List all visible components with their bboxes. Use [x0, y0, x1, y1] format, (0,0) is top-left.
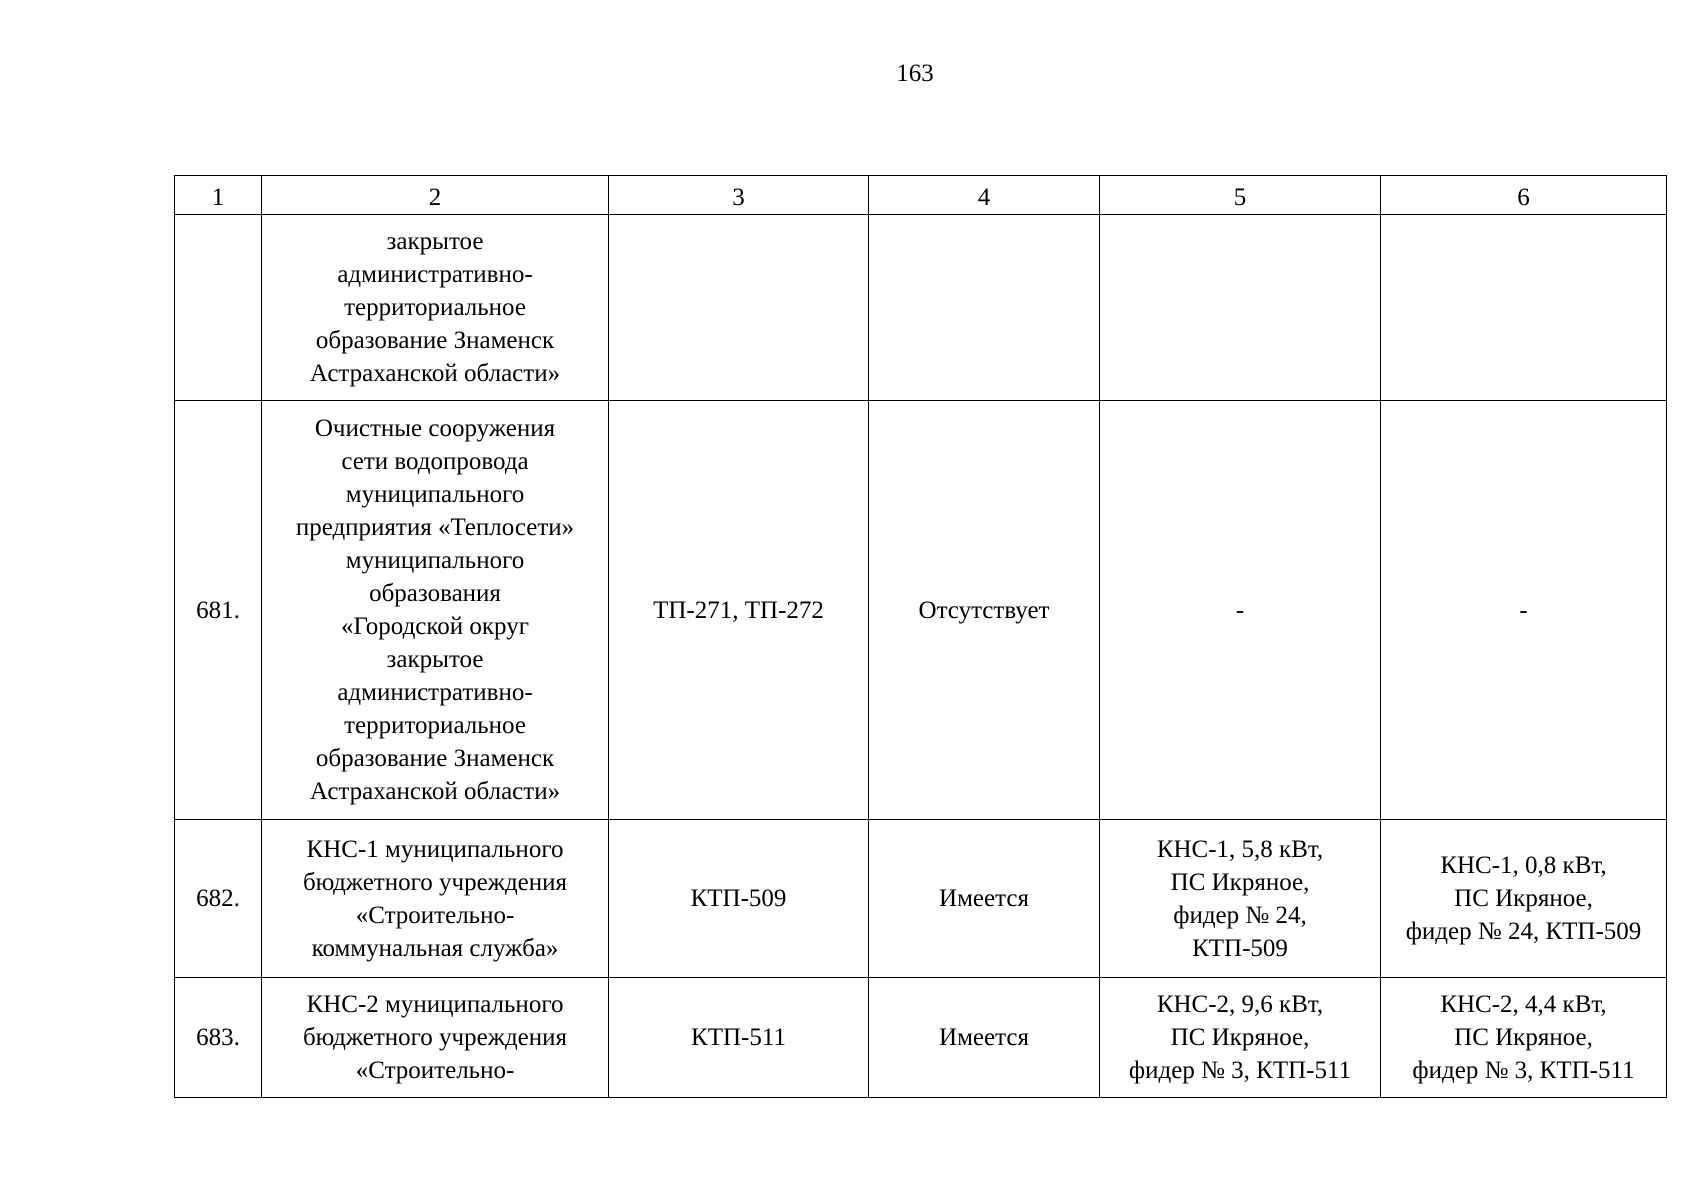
table-cell: КНС-2 муниципального бюджетного учреждения «Строительно- [262, 978, 609, 1098]
table-header-row [175, 176, 1667, 215]
table-cell: КНС-2, 9,6 кВт, ПС Икряное, фидер № 3, КТП-511 [1100, 978, 1381, 1098]
table-cell: КТП-511 [609, 978, 869, 1098]
table-cell: 682. [175, 820, 262, 978]
column-header: 5 [1100, 176, 1381, 215]
table-cell [1100, 215, 1381, 401]
table-cell: ТП-271, ТП-272 [609, 401, 869, 820]
table-cell: - [1100, 401, 1381, 820]
column-header: 2 [262, 176, 609, 215]
table-cell: КНС-1, 0,8 кВт, ПС Икряное, фидер № 24, КТП-509 [1381, 820, 1667, 978]
table-cell [175, 215, 262, 401]
page-number: 163 [896, 60, 934, 87]
table-cell: 683. [175, 978, 262, 1098]
table-cell: закрытое административно- территориальное образование Знаменск Астраханской области» [262, 215, 609, 401]
table-cell: Отсутствует [869, 401, 1100, 820]
table-cell: КНС-2, 4,4 кВт, ПС Икряное, фидер № 3, КТП-511 [1381, 978, 1667, 1098]
table-cell [609, 215, 869, 401]
table-row [175, 820, 1667, 978]
table-cell: КНС-1, 5,8 кВт, ПС Икряное, фидер № 24, КТП-509 [1100, 820, 1381, 978]
table-row [175, 978, 1667, 1098]
table-cell: КНС-1 муниципального бюджетного учреждения «Строительно- коммунальная служба» [262, 820, 609, 978]
table-cell [869, 215, 1100, 401]
column-header: 1 [175, 176, 262, 215]
table-cell [1381, 215, 1667, 401]
data-table [174, 175, 1667, 1098]
table-cell: 681. [175, 401, 262, 820]
table-cell: - [1381, 401, 1667, 820]
table-cell: Имеется [869, 820, 1100, 978]
column-header: 6 [1381, 176, 1667, 215]
table-row [175, 401, 1667, 820]
column-header: 4 [869, 176, 1100, 215]
table-cell: Очистные сооружения сети водопровода муниципального предприятия «Теплосети» муниципального образования «Городской округ закрытое административно- территориальное образование Знаменск Астраханской области» [262, 401, 609, 820]
table-cell: Имеется [869, 978, 1100, 1098]
column-header: 3 [609, 176, 869, 215]
table-row [175, 215, 1667, 401]
table-cell: КТП-509 [609, 820, 869, 978]
